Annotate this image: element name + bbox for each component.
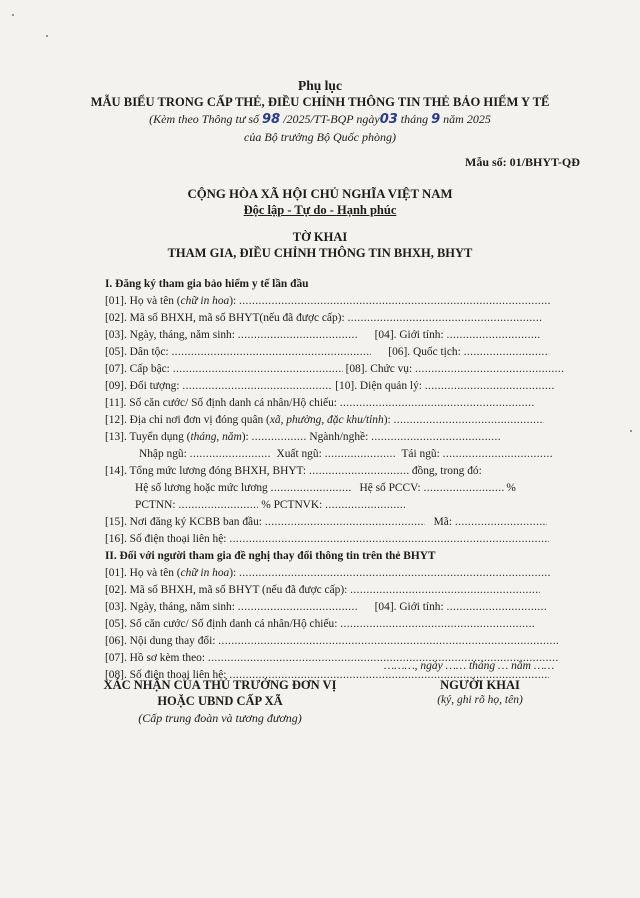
section-1-heading: I. Đăng ký tham gia bảo hiểm y tế lần đầu bbox=[105, 278, 309, 290]
s1-field-14-allowances[interactable]: PCTNN: ..... % PCTNVK: ..... bbox=[105, 497, 603, 514]
s1-field-14[interactable]: [14]. Tổng mức lương đóng BHXH, BHYT: ..... đồng, trong đó: bbox=[105, 463, 573, 480]
confirm-note: (Cấp trung đoàn và tương đương) bbox=[138, 711, 302, 725]
s2-field-08[interactable]: [08]. Số điện thoại liên hệ: ..... bbox=[105, 667, 573, 684]
section-2-heading: II. Đối với người tham gia đề nghị thay đổi thông tin trên thẻ BHYT bbox=[105, 550, 436, 562]
scan-speck bbox=[12, 14, 14, 16]
handwritten-month: 9 bbox=[431, 112, 441, 127]
date-line: ………, ngày …… tháng … năm …… bbox=[384, 660, 555, 672]
s1-field-02[interactable]: [02]. Mã số BHXH, mã số BHYT(nếu đã được cấp): ..... bbox=[105, 310, 573, 327]
s1-field-03-04[interactable]: [03]. Ngày, tháng, năm sinh: ..... [04]. Giới tính: ..... bbox=[105, 327, 573, 344]
handwritten-number: 98 bbox=[262, 112, 281, 127]
s1-field-16[interactable]: [16]. Số điện thoại liên hệ: ..... bbox=[105, 531, 573, 548]
s2-field-01[interactable]: [01]. Họ và tên (chữ in hoa): ..... bbox=[105, 565, 573, 582]
appendix-title: Phụ lục bbox=[298, 78, 342, 93]
s2-field-03-04[interactable]: [03]. Ngày, tháng, năm sinh: ..... [04]. Giới tính: ..... bbox=[105, 599, 573, 616]
s1-field-05-06[interactable]: [05]. Dân tộc: ..... [06]. Quốc tịch: ..... bbox=[105, 344, 573, 361]
s1-field-13-service[interactable]: Nhập ngũ: ..... Xuất ngũ: ..... Tái ngũ: ..... bbox=[105, 446, 607, 463]
declarant-note: (ký, ghi rõ họ, tên) bbox=[437, 694, 523, 706]
national-motto: Độc lập - Tự do - Hạnh phúc bbox=[243, 203, 397, 217]
s1-field-11[interactable]: [11]. Số căn cước/ Số định danh cá nhân/Hộ chiếu: ..... bbox=[105, 395, 573, 412]
confirm-title-1: XÁC NHẬN CỦA THỦ TRƯỞNG ĐƠN VỊ bbox=[103, 678, 337, 692]
country-name: CỘNG HÒA XÃ HỘI CHỦ NGHĨA VIỆT NAM bbox=[187, 187, 453, 201]
confirm-title-2: HOẶC UBND CẤP XÃ bbox=[157, 694, 283, 708]
circular-reference: (Kèm theo Thông tư số 98 /2025/TT-BQP ngày03 tháng 9 năm 2025 bbox=[149, 112, 491, 127]
declarant-title: NGƯỜI KHAI bbox=[440, 678, 520, 692]
s1-field-12[interactable]: [12]. Địa chỉ nơi đơn vị đóng quân (xã, phường, đặc khu/tỉnh): ..... bbox=[105, 412, 573, 429]
s2-field-06[interactable]: [06]. Nội dung thay đổi: ..... bbox=[105, 633, 573, 650]
s1-field-15[interactable]: [15]. Nơi đăng ký KCBB ban đầu: ..... Mã: ..... bbox=[105, 514, 573, 531]
form-title: TỜ KHAI bbox=[292, 230, 348, 244]
form-subtitle: THAM GIA, ĐIỀU CHỈNH THÔNG TIN BHXH, BHYT bbox=[167, 246, 473, 260]
form-code: Mẫu số: 01/BHYT-QĐ bbox=[465, 155, 580, 169]
s2-field-05[interactable]: [05]. Số căn cước/ Số định danh cá nhân/Hộ chiếu: ..... bbox=[105, 616, 573, 633]
scan-speck bbox=[630, 430, 632, 432]
s1-field-07-08[interactable]: [07]. Cấp bậc: ..... [08]. Chức vụ: ..... bbox=[105, 361, 573, 378]
circular-reference-line2: của Bộ trưởng Bộ Quốc phòng) bbox=[244, 130, 396, 144]
appendix-subtitle: MẪU BIỂU TRONG CẤP THẺ, ĐIỀU CHỈNH THÔNG TIN THẺ BẢO HIỂM Y TẾ bbox=[90, 95, 550, 109]
s1-field-14-coef[interactable]: Hệ số lương hoặc mức lương ..... Hệ số PCCV: ..... % bbox=[105, 480, 603, 497]
s1-field-13[interactable]: [13]. Tuyển dụng (tháng, năm): ..... Ngành/nghề: ..... bbox=[105, 429, 573, 446]
s2-field-02[interactable]: [02]. Mã số BHXH, mã số BHYT (nếu đã được cấp): ..... bbox=[105, 582, 573, 599]
scan-speck bbox=[46, 35, 48, 37]
s1-field-09-10[interactable]: [09]. Đối tượng: ..... [10]. Diện quản lý: ..... bbox=[105, 378, 573, 395]
s2-field-07[interactable]: [07]. Hồ sơ kèm theo: ..... bbox=[105, 650, 573, 667]
s1-field-01[interactable]: [01]. Họ và tên (chữ in hoa): ..... bbox=[105, 293, 573, 310]
handwritten-day: 03 bbox=[379, 112, 398, 127]
